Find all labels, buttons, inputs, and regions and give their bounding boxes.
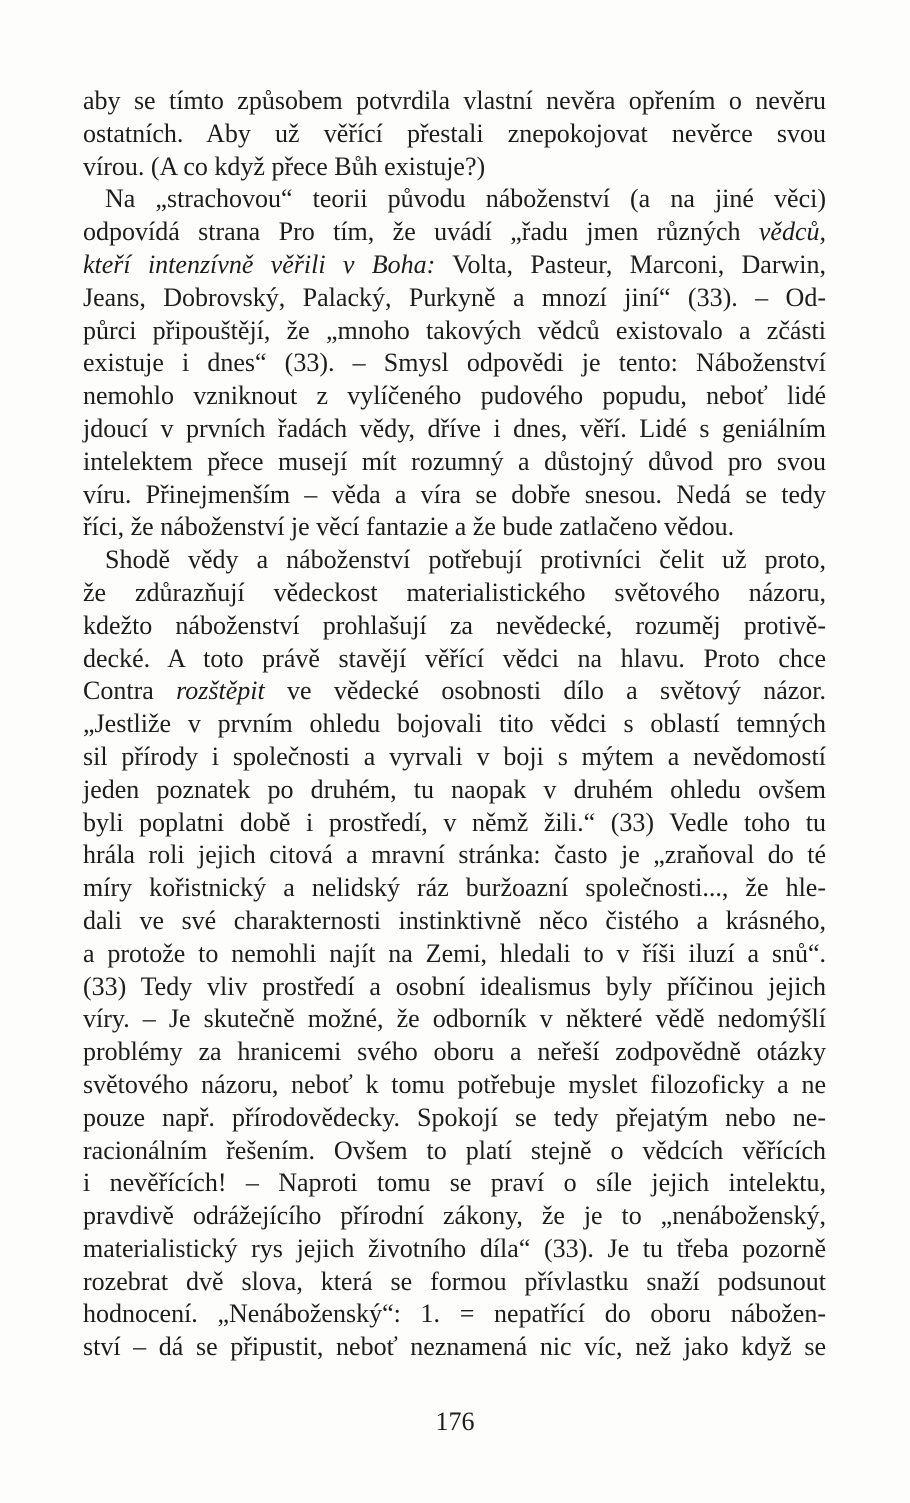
text-line: hrála roli jejich citová a mravní stránka: často je „zraňoval do té [83, 840, 826, 870]
text-line: rozebrat dvě slova, která se formou přívlastku snaží podsunout [83, 1266, 826, 1296]
text-line: kteří intenzívně věřili v Boha: Volta, Pasteur, Marconi, Darwin, [83, 249, 826, 279]
text-line: Jeans, Dobrovský, Palacký, Purkyně a mnozí jiní“ (33). – Od- [83, 282, 826, 312]
text-line: (33) Tedy vliv prostředí a osobní idealismus byly příčinou jejich [83, 971, 826, 1001]
text-line: Contra rozštěpit ve vědecké osobnosti dílo a světový názor. [83, 676, 827, 706]
text-line: decké. A toto právě stavějí věřící vědci na hlavu. Proto chce [83, 643, 826, 673]
text-line: Shodě vědy a náboženství potřebují protivníci čelit už proto, [105, 545, 826, 575]
text-line: říci, že náboženství je věcí fantazie a že bude zatlačeno vědou. [83, 512, 735, 542]
text-line: víry. – Je skutečně možné, že odborník v některé vědě nedomýšlí [83, 1004, 826, 1034]
text-line: pravdivě odrážejícího přírodní zákony, že je to „nenáboženský, [83, 1201, 826, 1231]
text-line: byli poplatni době i prostředí, v němž žili.“ (33) Vedle toho tu [83, 807, 826, 837]
text-line: materialistický rys jejich životního díla“ (33). Je tu třeba pozorně [83, 1233, 826, 1263]
text-line: míry kořistnický a nelidský ráz buržoazní společnosti..., že hle- [83, 873, 826, 903]
text-line: aby se tímto způsobem potvrdila vlastní nevěra opřením o nevěru [83, 86, 826, 115]
text-line: jdoucí v prvních řadách vědy, dříve i dnes, věří. Lidé s geniálním [83, 413, 826, 443]
text-line: i nevěřících! – Naproti tomu se praví o síle jejich intelektu, [83, 1168, 826, 1198]
text-line: a protože to nemohli najít na Zemi, hledali to v říši iluzí a snů“. [83, 938, 826, 968]
text-line: půrci připouštějí, že „mnoho takových vědců existovalo a zčásti [83, 315, 826, 345]
text-line: ostatních. Aby už věřící přestali znepokojovat nevěrce svou [83, 118, 826, 148]
body-text [83, 85, 826, 1364]
text-line: pouze např. přírodovědecky. Spokojí se tedy přejatým nebo ne- [83, 1102, 826, 1132]
text-line: hodnocení. „Nenáboženský“: 1. = nepatřící do oboru nábožen- [83, 1299, 826, 1329]
text-line: nemohlo vzniknout z vylíčeného pudového popudu, neboť lidé [83, 381, 826, 411]
text-line: „Jestliže v prvním ohledu bojovali tito vědci s oblastí temných [83, 709, 826, 739]
text-line: racionálním řešením. Ovšem to platí stejně o vědcích věřících [83, 1135, 826, 1165]
text-line: že zdůrazňují vědeckost materialistického světového názoru, [83, 577, 826, 607]
text-line: víru. Přinejmenším – věda a víra se dobře snesou. Nedá se tedy [83, 479, 826, 509]
text-line: dali ve své charakternosti instinktivně něco čistého a krásného, [83, 905, 826, 935]
text-line: odpovídá strana Pro tím, že uvádí „řadu jmen různých vědců, [83, 217, 826, 247]
text-line: ství – dá se připustit, neboť neznamená nic víc, než jako když se [83, 1332, 826, 1362]
text-line: kdežto náboženství prohlašují za nevědecké, rozuměj protivě- [83, 610, 826, 640]
text-line: jeden poznatek po druhém, tu naopak v druhém ohledu ovšem [83, 774, 826, 804]
text-line: světového názoru, neboť k tomu potřebuje myslet filozoficky a ne [83, 1069, 826, 1099]
text-line: Na „strachovou“ teorii původu náboženství (a na jiné věci) [105, 184, 826, 214]
page-number: 176 [435, 1407, 475, 1436]
text-line: existuje i dnes“ (33). – Smysl odpovědi je tento: Náboženství [83, 348, 826, 378]
text-line: sil přírody i společnosti a vyrvali v boji s mýtem a nevědomostí [83, 741, 826, 771]
text-line: vírou. (A co když přece Bůh existuje?) [83, 151, 486, 181]
text-line: problémy za hranicemi svého oboru a neřeší zodpovědně otázky [83, 1037, 826, 1067]
text-line: intelektem přece musejí mít rozumný a důstojný důvod pro svou [83, 446, 826, 476]
